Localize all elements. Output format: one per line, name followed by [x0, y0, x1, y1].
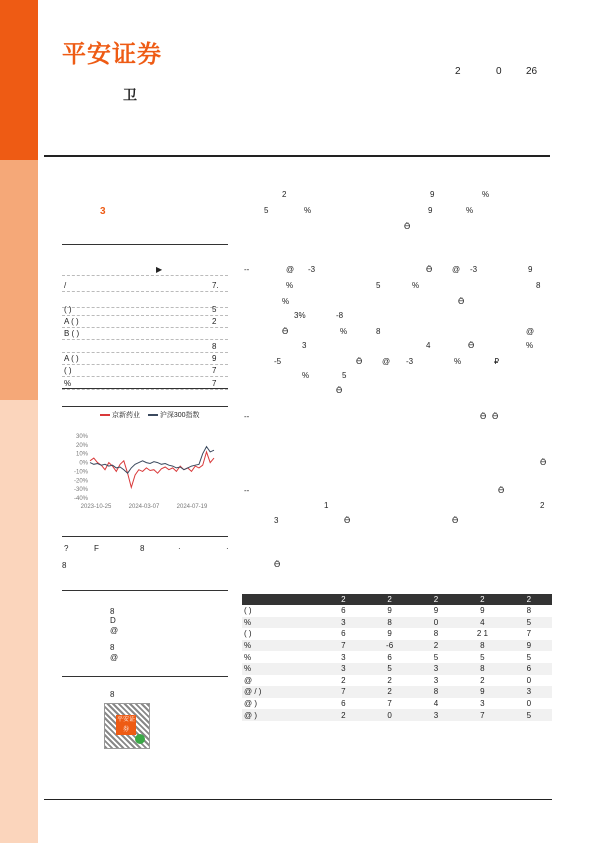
stock-info-value: 8 — [212, 342, 217, 351]
stock-info-value: 2 — [212, 317, 217, 326]
body-text-fragment: Ӫ — [336, 386, 343, 395]
body-text-fragment: Ӫ — [492, 412, 499, 421]
body-text-fragment: @ — [382, 357, 391, 366]
table-cell: 5 — [366, 663, 412, 675]
table-row-label: % — [244, 652, 252, 662]
table-cell: 6 — [341, 606, 346, 616]
stock-info-label: % — [64, 379, 72, 388]
table-cell: 9 — [506, 640, 552, 652]
table-row — [242, 640, 552, 652]
table-cell: 2 — [413, 640, 459, 652]
y-tick-label: -40% — [73, 496, 88, 502]
stock-info-divider — [62, 291, 228, 292]
stock-info-value: 5 — [212, 305, 217, 314]
table-cell: 2 — [341, 675, 346, 685]
table-cell: 9 — [433, 606, 439, 616]
stock-info-value: 9 — [212, 354, 217, 363]
table-cell: 2 — [480, 675, 485, 685]
legend-swatch-index — [148, 414, 158, 416]
body-text-fragment: 5 — [376, 281, 381, 290]
analyst-mark: · — [226, 544, 229, 553]
body-text-fragment: Ӫ — [356, 357, 363, 366]
body-text-fragment: 8 — [536, 281, 541, 290]
header-number-c: 26 — [526, 66, 538, 77]
table-cell: 7 — [459, 709, 506, 721]
sidebar-band-top — [0, 0, 38, 160]
table-cell: 2 — [366, 686, 412, 698]
table-cell: 0 — [366, 709, 412, 721]
table-row — [242, 709, 552, 721]
table-cell: 2 — [320, 709, 366, 721]
table-cell: 6 — [387, 652, 392, 662]
body-text-fragment: Ӫ — [540, 458, 547, 467]
table-row — [242, 651, 552, 663]
body-text-fragment: -8 — [336, 311, 344, 320]
bullet-marker: -- — [244, 412, 250, 421]
table-cell: 3 — [506, 686, 552, 698]
series-line-index — [90, 447, 214, 474]
sidebar-table-top-rule — [62, 244, 228, 245]
y-tick-label: 0% — [79, 460, 88, 467]
stock-info-divider — [62, 364, 228, 365]
header-divider — [44, 155, 550, 157]
stock-info-divider — [62, 376, 228, 377]
stock-info-label: ( ) — [64, 366, 72, 375]
table-cell: 4 — [459, 617, 506, 629]
y-tick-label: 30% — [75, 434, 88, 440]
brand-logo: 平安证券 — [62, 40, 162, 68]
contact-mark: D — [110, 616, 116, 625]
table-row-label: @ ) — [244, 699, 258, 709]
body-text-fragment: -5 — [274, 357, 282, 366]
table-cell: 2 1 — [476, 629, 488, 639]
table-row — [242, 605, 552, 617]
stock-info-label: A ( ) — [64, 354, 79, 363]
body-text-fragment: 4 — [426, 341, 431, 350]
body-text-fragment: 8 — [376, 327, 381, 336]
legend-label-index: 沪深300指数 — [159, 412, 200, 419]
sidebar-band-bottom — [0, 400, 38, 843]
table-cell: 0 — [526, 699, 532, 709]
stock-info-divider — [62, 275, 228, 276]
table-cell: 9 — [480, 606, 485, 616]
stock-performance-chart — [62, 432, 228, 512]
table-row-label: @ / ) — [242, 686, 320, 698]
qr-caption: 8 — [110, 690, 115, 699]
body-text-fragment: Ӫ — [468, 341, 475, 350]
stock-info-divider — [62, 307, 228, 308]
table-cell: 7 — [387, 699, 392, 709]
legend-label-company: 京新药业 — [111, 412, 140, 419]
body-text-fragment: 5 — [264, 206, 269, 215]
table-row — [242, 686, 552, 698]
body-text-fragment: % — [412, 281, 420, 290]
body-text-fragment: 9 — [430, 190, 435, 199]
table-cell: 5 — [526, 652, 532, 662]
stock-info-divider — [62, 389, 228, 390]
body-text-fragment: 3 — [274, 516, 279, 525]
body-text-fragment: Ӫ — [404, 222, 411, 231]
body-text-fragment: 2 — [282, 190, 287, 199]
body-text-fragment: % — [304, 206, 312, 215]
table-header-cell: 2 — [459, 594, 506, 605]
body-text-fragment: 9 — [428, 206, 433, 215]
analyst-mark: ? — [64, 544, 69, 553]
analyst-top-rule — [62, 536, 228, 537]
table-cell: 5 — [433, 652, 439, 662]
body-text-fragment: -3 — [308, 265, 316, 274]
body-text-fragment: % — [526, 341, 534, 350]
stock-info-divider — [62, 339, 228, 340]
contact-mark: @ — [110, 653, 119, 662]
bullet-marker: -- — [244, 265, 250, 274]
series-line-company — [90, 452, 214, 488]
stock-info-label: ( ) — [64, 305, 72, 314]
body-text-fragment: -3 — [470, 265, 478, 274]
body-text-fragment: 2 — [540, 501, 545, 510]
body-text-fragment: @ — [526, 327, 535, 336]
table-cell: 5 — [506, 617, 552, 629]
y-tick-label: -30% — [73, 487, 88, 494]
table-cell: 7 — [526, 629, 532, 639]
table-cell: 0 — [413, 617, 459, 629]
table-cell: 3 — [413, 709, 459, 721]
table-row-label: @ ) — [242, 709, 320, 721]
table-cell: 3 — [320, 617, 366, 629]
x-tick-label: 2024-07-19 — [176, 504, 208, 510]
contact-top-rule — [62, 590, 228, 591]
table-cell: 4 — [433, 699, 439, 709]
table-cell: 8 — [413, 686, 459, 698]
stock-info-label: / — [64, 281, 67, 290]
body-text-fragment: Ӫ — [480, 412, 487, 421]
table-cell: 6 — [341, 699, 346, 709]
table-cell: 8 — [459, 663, 506, 675]
analyst-mark: 8 — [140, 544, 145, 553]
chart-legend — [100, 410, 200, 420]
table-cell: -6 — [366, 640, 412, 652]
table-cell: 5 — [506, 709, 552, 721]
table-cell: 2 — [387, 675, 392, 685]
table-cell: 9 — [387, 606, 392, 616]
body-text-fragment: @ — [286, 265, 295, 274]
table-cell: 6 — [506, 663, 552, 675]
table-row-label: ( ) — [244, 629, 252, 639]
body-text-fragment: 5 — [342, 371, 347, 380]
y-tick-label: 10% — [75, 451, 88, 458]
table-cell: 8 — [433, 629, 439, 639]
table-cell: 3 — [413, 663, 459, 675]
table-header-cell: 2 — [413, 594, 459, 605]
table-header-cell: 2 — [366, 594, 412, 605]
body-text-fragment: Ӫ — [498, 486, 505, 495]
body-text-fragment: Ӫ — [282, 327, 289, 336]
table-row-label: % — [242, 663, 320, 675]
table-cell: 8 — [459, 640, 506, 652]
footer-divider — [44, 799, 552, 800]
table-row — [242, 617, 552, 629]
financial-forecast-table — [242, 594, 552, 721]
table-row — [242, 675, 552, 687]
body-text-fragment: % — [302, 371, 310, 380]
body-text-fragment: Ӫ — [426, 265, 433, 274]
bullet-marker: -- — [244, 486, 250, 495]
stock-info-divider — [62, 315, 228, 316]
stock-info-value: 7 — [212, 366, 217, 375]
body-text-fragment: % — [454, 357, 462, 366]
table-header-cell: 2 — [320, 594, 366, 605]
table-cell: 6 — [341, 629, 346, 639]
body-text-fragment: Ӫ — [274, 560, 281, 569]
header-number-a: 2 — [455, 66, 461, 77]
table-row-label: @ — [244, 675, 253, 685]
body-text-fragment: % — [282, 297, 290, 306]
wechat-icon — [135, 734, 145, 744]
table-row-label: % — [242, 640, 320, 652]
table-cell: 3 — [341, 652, 346, 662]
y-tick-label: -20% — [73, 478, 88, 485]
legend-swatch-company — [100, 414, 110, 416]
body-text-fragment: 3 — [302, 341, 307, 350]
table-cell: 0 — [526, 675, 532, 685]
qr-top-rule — [62, 676, 228, 677]
report-title-mark: 卫 — [123, 87, 137, 103]
qr-brand-badge: 平安证券 — [116, 716, 135, 733]
table-row-label: % — [242, 617, 320, 629]
body-text-fragment: 3% — [294, 311, 306, 320]
contact-mark: 8 — [110, 643, 115, 652]
analyst-mark: F — [94, 544, 99, 553]
table-row — [242, 698, 552, 710]
table-cell: 9 — [387, 629, 392, 639]
header-number-b: 0 — [496, 66, 502, 77]
table-cell: 3 — [480, 699, 485, 709]
rating-mark: 3 — [100, 206, 106, 217]
sidebar-table-bottom-rule — [62, 388, 228, 389]
table-cell: 7 — [320, 640, 366, 652]
analyst-mark: · — [178, 544, 181, 553]
table-cell: 5 — [480, 652, 485, 662]
stock-info-value: ▶ — [156, 265, 163, 274]
table-row-label: ( ) — [244, 606, 252, 616]
x-tick-label: 2024-03-07 — [128, 504, 160, 510]
stock-info-label: A ( ) — [64, 317, 79, 326]
body-text-fragment: @ — [452, 265, 461, 274]
stock-info-divider — [62, 327, 228, 328]
body-text-fragment: % — [466, 206, 474, 215]
body-text-fragment: 9 — [528, 265, 533, 274]
body-text-fragment: 1 — [324, 501, 329, 510]
body-text-fragment: Ӫ — [344, 516, 351, 525]
table-header-cell — [242, 594, 320, 605]
table-cell: 8 — [366, 617, 412, 629]
table-header-cell: 2 — [506, 594, 552, 605]
table-header-row — [242, 594, 552, 605]
body-text-fragment: ₽ — [494, 357, 500, 366]
table-row — [242, 663, 552, 675]
table-cell: 7 — [320, 686, 366, 698]
stock-info-label: B ( ) — [64, 329, 80, 338]
stock-info-divider — [62, 352, 228, 353]
stock-info-value: 7 — [212, 379, 217, 388]
table-cell: 9 — [459, 686, 506, 698]
chart-top-rule — [62, 406, 228, 407]
x-tick-label: 2023-10-25 — [80, 504, 112, 510]
y-tick-label: -10% — [73, 469, 88, 476]
body-text-fragment: -3 — [406, 357, 414, 366]
table-cell: 3 — [320, 663, 366, 675]
stock-info-value: 7. — [212, 281, 219, 290]
body-text-fragment: Ӫ — [458, 297, 465, 306]
body-text-fragment: % — [286, 281, 294, 290]
table-row — [242, 628, 552, 640]
contact-mark: @ — [110, 626, 119, 635]
contact-mark: 8 — [110, 607, 115, 616]
sidebar-band-middle — [0, 160, 38, 400]
table-cell: 3 — [433, 675, 439, 685]
body-text-fragment: Ӫ — [452, 516, 459, 525]
body-text-fragment: % — [482, 190, 490, 199]
y-tick-label: 20% — [75, 442, 88, 449]
table-cell: 8 — [526, 606, 532, 616]
analyst-line-two: 8 — [62, 561, 67, 570]
body-text-fragment: % — [340, 327, 348, 336]
